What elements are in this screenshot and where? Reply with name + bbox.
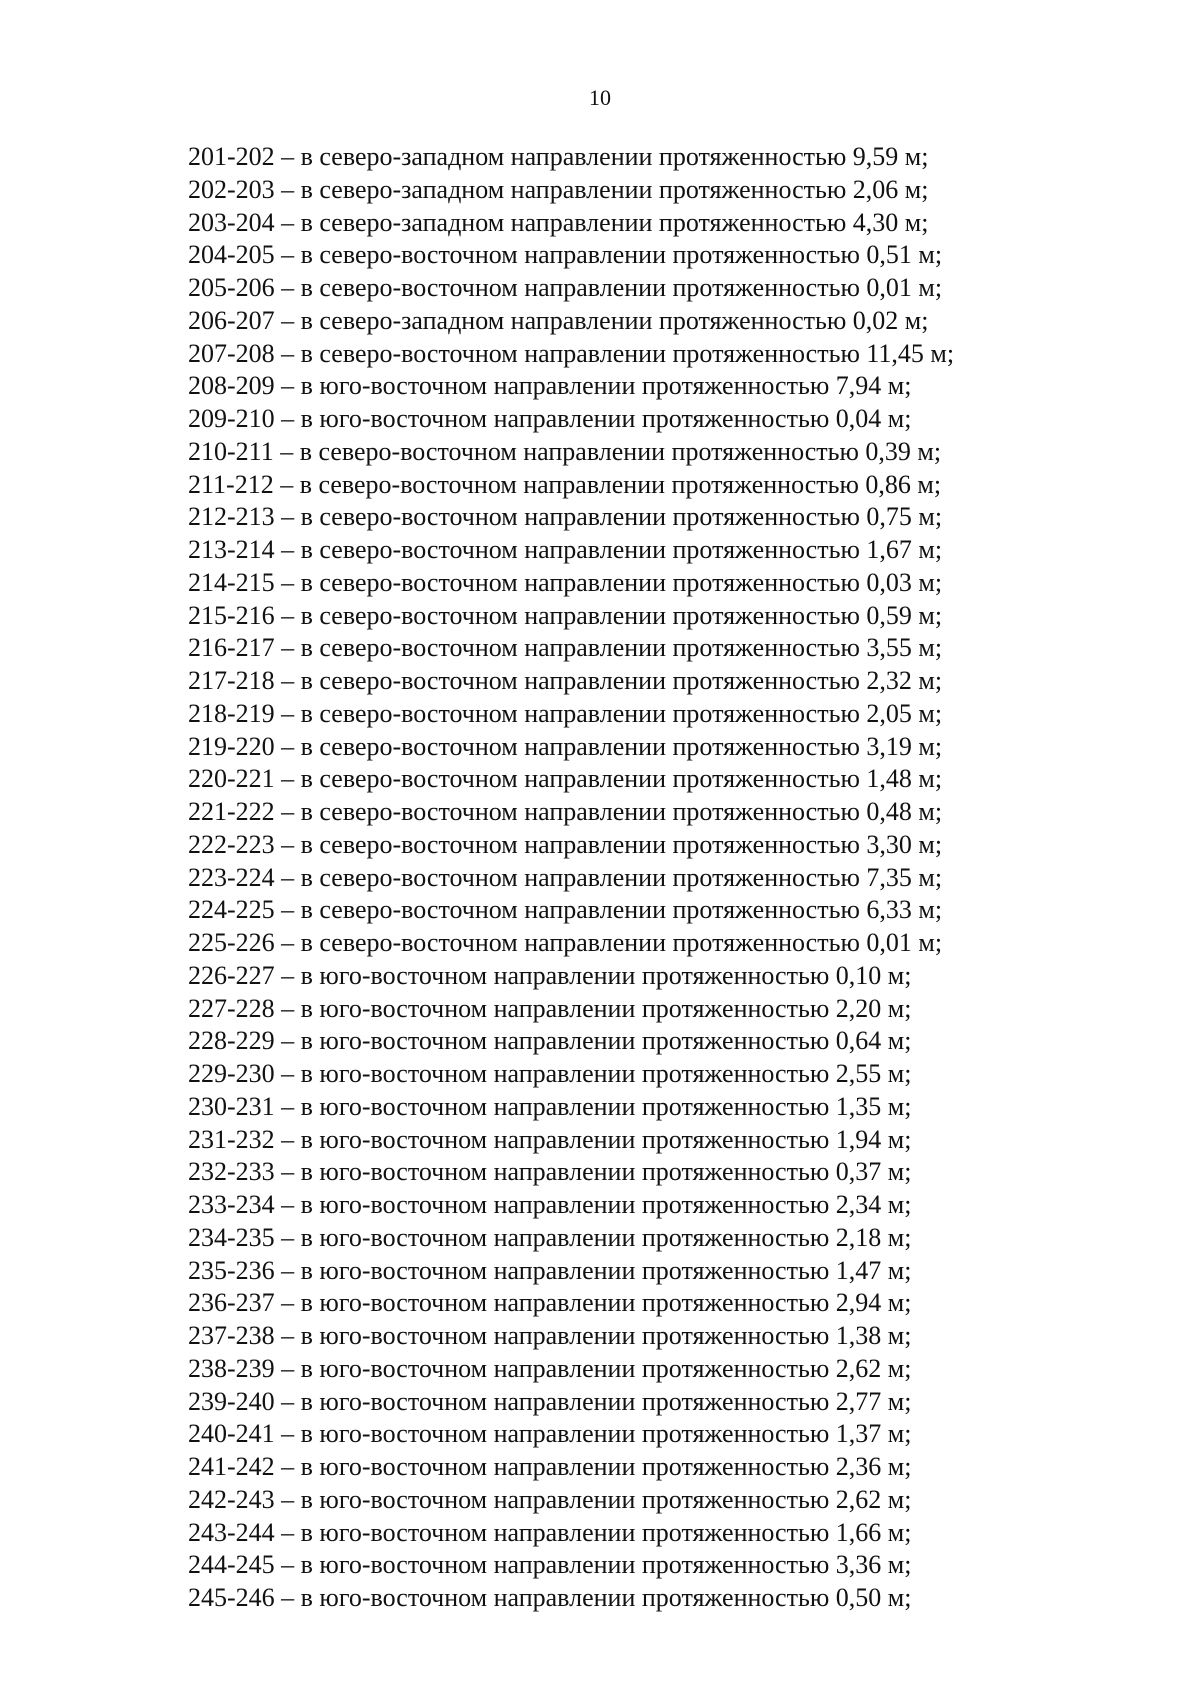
boundary-segment-line: 242-243 – в юго-восточном направлении протяженностью 2,62 м; bbox=[188, 1484, 912, 1514]
boundary-segment-line: 211-212 – в северо-восточном направлении протяженностью 0,86 м; bbox=[188, 469, 942, 499]
boundary-segment-line: 240-241 – в юго-восточном направлении протяженностью 1,37 м; bbox=[188, 1419, 912, 1449]
boundary-segment-line: 209-210 – в юго-восточном направлении протяженностью 0,04 м; bbox=[188, 404, 912, 433]
boundary-segment-line: 226-227 – в юго-восточном направлении протяженностью 0,10 м; bbox=[188, 960, 912, 990]
boundary-segment-line: 241-242 – в юго-восточном направлении протяженностью 2,36 м; bbox=[188, 1452, 912, 1481]
boundary-segment-line: 227-228 – в юго-восточном направлении протяженностью 2,20 м; bbox=[188, 993, 912, 1023]
boundary-segment-line: 210-211 – в северо-восточном направлении протяженностью 0,39 м; bbox=[188, 436, 942, 466]
boundary-segment-line: 201-202 – в северо-западном направлении протяженностью 9,59 м; bbox=[188, 142, 929, 171]
boundary-segment-line: 217-218 – в северо-восточном направлении протяженностью 2,32 м; bbox=[188, 666, 943, 695]
boundary-segment-line: 205-206 – в северо-восточном направлении протяженностью 0,01 м; bbox=[188, 273, 943, 302]
boundary-segment-line: 224-225 – в северо-восточном направлении протяженностью 6,33 м; bbox=[188, 895, 943, 925]
boundary-segment-line: 203-204 – в северо-западном направлении протяженностью 4,30 м; bbox=[188, 207, 929, 237]
boundary-segment-line: 214-215 – в северо-восточном направлении протяженностью 0,03 м; bbox=[188, 567, 943, 597]
boundary-segment-line: 233-234 – в юго-восточном направлении протяженностью 2,34 м; bbox=[188, 1190, 912, 1219]
boundary-segment-line: 239-240 – в юго-восточном направлении протяженностью 2,77 м; bbox=[188, 1386, 912, 1416]
boundary-segment-line: 228-229 – в юго-восточном направлении протяженностью 0,64 м; bbox=[188, 1026, 912, 1056]
boundary-segment-line: 218-219 – в северо-восточном направлении протяженностью 2,05 м; bbox=[188, 698, 943, 728]
boundary-segment-line: 245-246 – в юго-восточном направлении протяженностью 0,50 м; bbox=[188, 1583, 912, 1612]
boundary-segment-line: 236-237 – в юго-восточном направлении протяженностью 2,94 м; bbox=[188, 1288, 912, 1318]
boundary-segment-line: 235-236 – в юго-восточном направлении протяженностью 1,47 м; bbox=[188, 1255, 912, 1285]
boundary-segment-line: 213-214 – в северо-восточном направлении протяженностью 1,67 м; bbox=[188, 535, 943, 564]
page-number: 10 bbox=[589, 85, 611, 110]
boundary-segment-line: 212-213 – в северо-восточном направлении протяженностью 0,75 м; bbox=[188, 502, 943, 532]
boundary-segment-line: 216-217 – в северо-восточном направлении протяженностью 3,55 м; bbox=[188, 633, 943, 663]
boundary-segment-line: 223-224 – в северо-восточном направлении протяженностью 7,35 м; bbox=[188, 862, 943, 892]
boundary-segment-line: 219-220 – в северо-восточном направлении протяженностью 3,19 м; bbox=[188, 731, 943, 761]
boundary-segment-line: 231-232 – в юго-восточном направлении протяженностью 1,94 м; bbox=[188, 1124, 912, 1154]
boundary-segment-line: 221-222 – в северо-восточном направлении протяженностью 0,48 м; bbox=[188, 797, 943, 826]
boundary-segment-line: 215-216 – в северо-восточном направлении протяженностью 0,59 м; bbox=[188, 600, 943, 630]
boundary-segment-list bbox=[188, 141, 1148, 1615]
boundary-segment-line: 230-231 – в юго-восточном направлении протяженностью 1,35 м; bbox=[188, 1091, 912, 1121]
boundary-segment-line: 225-226 – в северо-восточном направлении протяженностью 0,01 м; bbox=[188, 928, 943, 957]
boundary-segment-line: 243-244 – в юго-восточном направлении протяженностью 1,66 м; bbox=[188, 1517, 912, 1547]
boundary-segment-line: 202-203 – в северо-западном направлении протяженностью 2,06 м; bbox=[188, 174, 929, 204]
boundary-segment-line: 204-205 – в северо-восточном направлении протяженностью 0,51 м; bbox=[188, 240, 943, 270]
boundary-segment-line: 244-245 – в юго-восточном направлении протяженностью 3,36 м; bbox=[188, 1550, 912, 1580]
boundary-segment-line: 238-239 – в юго-восточном направлении протяженностью 2,62 м; bbox=[188, 1353, 912, 1383]
boundary-segment-line: 232-233 – в юго-восточном направлении протяженностью 0,37 м; bbox=[188, 1157, 912, 1187]
boundary-segment-line: 222-223 – в северо-восточном направлении протяженностью 3,30 м; bbox=[188, 829, 943, 859]
boundary-segment-line: 229-230 – в юго-восточном направлении протяженностью 2,55 м; bbox=[188, 1059, 912, 1088]
boundary-segment-line: 234-235 – в юго-восточном направлении протяженностью 2,18 м; bbox=[188, 1222, 912, 1252]
boundary-segment-line: 208-209 – в юго-восточном направлении протяженностью 7,94 м; bbox=[188, 371, 912, 401]
boundary-segment-line: 206-207 – в северо-западном направлении протяженностью 0,02 м; bbox=[188, 305, 929, 335]
boundary-segment-line: 207-208 – в северо-восточном направлении протяженностью 11,45 м; bbox=[188, 338, 955, 368]
boundary-segment-line: 237-238 – в юго-восточном направлении протяженностью 1,38 м; bbox=[188, 1321, 912, 1350]
boundary-segment-line: 220-221 – в северо-восточном направлении протяженностью 1,48 м; bbox=[188, 764, 943, 794]
